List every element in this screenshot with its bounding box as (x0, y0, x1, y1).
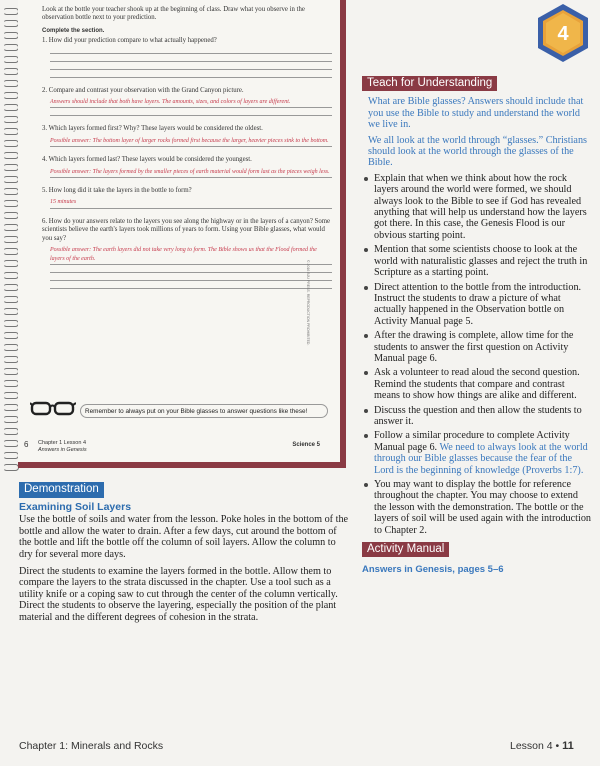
spiral-ring (3, 104, 19, 111)
teach-bullet (362, 173, 592, 241)
spiral-ring (3, 164, 19, 171)
spiral-ring (3, 272, 19, 279)
spiral-ring (3, 308, 19, 315)
activity-manual-subheading: Answers in Genesis, pages 5–6 (362, 564, 504, 576)
spiral-ring (3, 344, 19, 351)
question-text: 6. How do your answers relate to the layers you see along the highway or in the layers of a canyon? Some scientists believe the earth's layers took millions of years to form. Using your Bible glasses, what would you say? (42, 217, 331, 242)
answer-line (50, 69, 332, 70)
teach-bullet-text: Direct attention to the bottle from the introduction. Instruct the students to draw a picture of what actually happened in the Observation bottle on Activity Manual page 5. (374, 281, 582, 327)
workbook-complete-label: Complete the section. (42, 27, 105, 34)
footer-separator: • (555, 740, 560, 752)
question-text: 5. How long did it take the layers in the bottle to form? (42, 187, 192, 195)
spiral-ring (3, 332, 19, 339)
teach-heading: Teach for Understanding (362, 76, 497, 91)
spiral-ring (3, 212, 19, 219)
spiral-ring (3, 32, 19, 39)
footer-lesson-page (510, 740, 574, 752)
lesson-number: 4 (557, 23, 569, 45)
spiral-ring (3, 248, 19, 255)
teach-blue-note-2: We all look at the world through “glasses.” Christians should look at the world through the glasses of the Bible. (368, 134, 588, 169)
question-text: 3. Which layers formed first? Why? These layers would be considered the oldest. (42, 125, 263, 133)
workbook-page-number: 6 (24, 440, 29, 449)
teach-bullet-text: You may want to display the bottle for reference throughout the chapter. You may choose to extend the lesson with the demonstration. The bottle or the layers of soil will be used again with the introduction to Chapter 2. (374, 479, 592, 536)
demonstration-paragraph-1: Use the bottle of soils and water from the lesson. Poke holes in the bottom of the bottle and allow the water to drain. After a few days, cut around the bottom of the bottle and lift the bottle off the column of soil layers. Allow the column to dry for several more days. (19, 514, 349, 560)
teach-bullet-text: Discuss the question and then allow the students to answer it. (374, 404, 582, 427)
spiral-ring (3, 128, 19, 135)
workbook-intro: Look at the bottle your teacher shook up at the beginning of class. Draw what you observe in the observation bottle next to your prediction. (42, 6, 305, 22)
spiral-ring (3, 284, 19, 291)
spiral-ring (3, 356, 19, 363)
workbook-chapter-line: Chapter 1 Lesson 4 (38, 440, 87, 446)
demonstration-heading: Demonstration (19, 482, 104, 498)
demonstration-section (19, 482, 349, 629)
answer-line (50, 280, 332, 281)
spiral-ring (3, 68, 19, 75)
workbook-question (42, 37, 332, 77)
answer-line (50, 272, 332, 273)
spiral-ring (3, 236, 19, 243)
workbook-question (42, 125, 332, 147)
teach-bullet (362, 330, 592, 364)
answer-line (50, 77, 332, 78)
teach-bullet-list (362, 173, 592, 536)
spiral-ring (3, 380, 19, 387)
glasses-icon (30, 400, 76, 418)
spiral-ring (3, 80, 19, 87)
question-text: 4. Which layers formed last? These layers would be considered the youngest. (42, 156, 252, 164)
spiral-ring (3, 392, 19, 399)
demonstration-subheading: Examining Soil Layers (19, 500, 132, 513)
teach-bullet-text: Follow a similar procedure to complete Activity Manual page 6. (374, 430, 570, 453)
workbook-page (18, 0, 346, 468)
spiral-ring (3, 404, 19, 411)
spiral-ring (3, 296, 19, 303)
teach-bullet (362, 367, 592, 401)
spiral-ring (3, 416, 19, 423)
spiral-ring (3, 92, 19, 99)
answer-line (50, 288, 332, 289)
answer-text: 15 minutes (50, 198, 332, 208)
spiral-ring (3, 464, 19, 471)
spiral-binding (0, 0, 18, 470)
teach-column (362, 76, 592, 576)
spiral-ring (3, 260, 19, 267)
answer-line (50, 61, 332, 62)
question-text: 1. How did your prediction compare to what actually happened? (42, 37, 217, 45)
spiral-ring (3, 320, 19, 327)
spiral-ring (3, 176, 19, 183)
reminder-row (30, 398, 330, 424)
teach-bullet-text: Explain that when we think about how the rock layers around the world were formed, we should always look to the Bible to see if God has revealed anything that will help us understand how the layers got there. In this case, the Genesis Flood is our obvious starting point. (374, 172, 587, 241)
workbook-question (42, 156, 332, 178)
activity-manual-heading: Activity Manual (362, 542, 449, 557)
workbook-chapter-info (38, 440, 87, 453)
spiral-ring (3, 20, 19, 27)
demonstration-paragraph-2: Direct the students to examine the layers formed in the bottle. Allow them to compare the layers to the strata discussed in the chapter. Use a tool such as a utility knife or a coping saw to cut through the center of the column vertically. Direct the students to observe the layering, especially the position of the plant material and the different degrees of cohesion in the strata. (19, 565, 338, 623)
spiral-ring (3, 452, 19, 459)
workbook-lesson-title: Answers in Genesis (38, 446, 87, 453)
spiral-ring (3, 188, 19, 195)
spiral-ring (3, 224, 19, 231)
answer-line (50, 115, 332, 116)
answer-text: Answers should include that both have layers. The amounts, sizes, and colors of layers are different. (50, 98, 332, 108)
teach-bullet (362, 282, 592, 328)
teach-bullet (362, 405, 592, 428)
spiral-ring (3, 440, 19, 447)
spiral-ring (3, 116, 19, 123)
teach-bullet (362, 430, 592, 476)
spiral-ring (3, 200, 19, 207)
spiral-ring (3, 368, 19, 375)
question-text: 2. Compare and contrast your observation with the Grand Canyon picture. (42, 86, 244, 94)
teach-bullet-text: After the drawing is complete, allow time for the students to answer the first question on Activity Manual page 6. (374, 330, 574, 364)
teach-blue-note-1: What are Bible glasses? Answers should include that you use the Bible to study and understand the world we live in. (368, 96, 584, 131)
reminder-callout: Remember to always put on your Bible glasses to answer questions like these! (80, 404, 328, 418)
answer-text: Possible answer: The layers formed by the smaller pieces of earth material would form last as the pieces weigh less. (50, 168, 332, 178)
teach-bullet-blue-note: We need to always look at the world through our Bible glasses because the fear of the Lord is the beginning of knowledge (Proverbs 1:7). (374, 441, 588, 476)
answer-text: Possible answer: The bottom layer of larger rocks formed first because the larger, heavier pieces sink to the bottom. (50, 137, 332, 147)
workbook-question (42, 187, 332, 209)
spiral-ring (3, 8, 19, 15)
teach-bullet-text: Ask a volunteer to read aloud the second question. Remind the students that compare and contrast means to show how things are alike and different. (374, 367, 580, 402)
teach-bullet (362, 244, 592, 278)
lesson-number-badge (537, 3, 589, 63)
footer-lesson: Lesson 4 (510, 740, 553, 752)
answer-line (50, 53, 332, 54)
spiral-ring (3, 56, 19, 63)
teach-bullet-text: Mention that some scientists choose to look at the world with naturalistic glasses and reject the truth in Scripture as a starting point. (374, 244, 588, 279)
spiral-ring (3, 140, 19, 147)
workbook-question (42, 218, 332, 289)
teach-bullet (362, 479, 592, 536)
workbook-question (42, 87, 332, 117)
footer-page-number: 11 (562, 740, 574, 752)
spiral-ring (3, 44, 19, 51)
copyright-side-text: © 2016 BJU PRESS. REPRODUCTION PROHIBITED. (306, 260, 310, 346)
workbook-book-name: Science 5 (292, 442, 320, 448)
workbook-content (32, 6, 332, 289)
spiral-ring (3, 152, 19, 159)
answer-text: Possible answer: The earth layers did not take very long to form. The Bible shows us that the Flood formed the layers of the earth. (50, 246, 332, 265)
workbook-questions (32, 37, 332, 289)
footer-chapter: Chapter 1: Minerals and Rocks (19, 740, 164, 752)
spiral-ring (3, 428, 19, 435)
activity-manual-section (362, 542, 592, 576)
